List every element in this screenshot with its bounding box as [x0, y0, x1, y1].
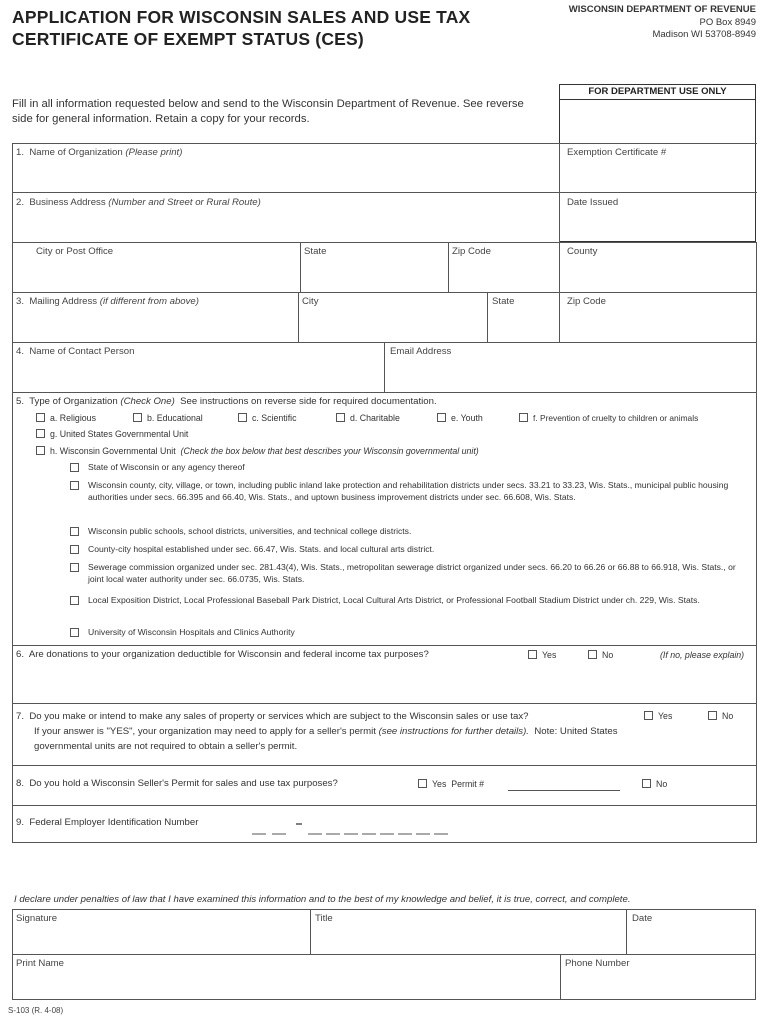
row-divider: [12, 842, 757, 843]
zip-label: Zip Code: [452, 246, 491, 257]
checkbox[interactable]: [336, 413, 345, 422]
email-field[interactable]: [385, 358, 755, 391]
org-type-prevention-cruelty[interactable]: f. Prevention of cruelty to children or animals: [519, 413, 698, 423]
department-city: Madison WI 53708-8949: [652, 29, 756, 40]
checkbox[interactable]: [519, 413, 528, 422]
zip-field[interactable]: [449, 258, 558, 291]
col-divider: [559, 143, 560, 242]
contact-person-field[interactable]: [13, 358, 383, 391]
checkbox[interactable]: [70, 545, 79, 554]
sellers-permit-yes[interactable]: Yes Permit #: [418, 779, 484, 789]
org-type-question: 5. Type of Organization (Check One) See instructions on reverse side for required documentation.: [16, 396, 437, 407]
row-divider: [12, 805, 757, 806]
row-divider: [12, 645, 757, 646]
checkbox[interactable]: [708, 711, 717, 720]
title-label: Title: [315, 913, 333, 924]
form-title-line1: APPLICATION FOR WISCONSIN SALES AND USE TAX: [12, 7, 471, 27]
org-type-youth[interactable]: e. Youth: [437, 413, 483, 423]
mailing-address-field[interactable]: [13, 308, 297, 341]
mailing-address-label: 3. Mailing Address (if different from above): [16, 296, 199, 307]
wi-gov-public-schools[interactable]: Wisconsin public schools, school districts, universities, and technical college districts.: [88, 526, 748, 538]
checkbox[interactable]: [418, 779, 427, 788]
org-type-religious[interactable]: a. Religious: [36, 413, 96, 423]
date-label: Date: [632, 913, 653, 924]
donations-explanation-field[interactable]: [13, 663, 755, 702]
checkbox[interactable]: [528, 650, 537, 659]
email-label: Email Address: [390, 346, 452, 357]
taxable-sales-yes[interactable]: Yes: [644, 711, 672, 721]
form-left-border: [12, 143, 13, 842]
wi-gov-uw-hospitals[interactable]: University of Wisconsin Hospitals and Clinics Authority: [88, 627, 748, 639]
org-type-us-government[interactable]: g. United States Governmental Unit: [36, 429, 188, 439]
row-divider: [12, 765, 757, 766]
form-title-line2: CERTIFICATE OF EXEMPT STATUS (CES): [12, 29, 364, 49]
checkbox[interactable]: [36, 429, 45, 438]
date-issued-label: Date Issued: [567, 197, 619, 208]
wi-gov-county-city[interactable]: Wisconsin county, city, village, or town, including public inland lake protection and rehabilitation districts under secs. 33.21 to 33.23, Wis. Stats., municipal public housing authorities under secs. 66.395 and 66.40, Wis. Stats., and uptown business improvement districts under sec. 66.608, Wis. Stats.: [88, 480, 748, 503]
taxable-sales-question: 7. Do you make or intend to make any sales of property or services which are subject to the Wisconsin sales or use tax?: [16, 711, 529, 722]
org-name-label: 1. Name of Organization (Please print): [16, 147, 183, 158]
org-type-charitable[interactable]: d. Charitable: [336, 413, 400, 423]
wi-gov-state-agency[interactable]: State of Wisconsin or any agency thereof: [88, 462, 748, 474]
checkbox[interactable]: [133, 413, 142, 422]
state-label: State: [304, 246, 327, 257]
org-type-scientific[interactable]: c. Scientific: [238, 413, 297, 423]
donations-explain-hint: (If no, please explain): [660, 650, 745, 660]
checkbox[interactable]: [588, 650, 597, 659]
form-title: [12, 6, 470, 50]
department-name: WISCONSIN DEPARTMENT OF REVENUE: [568, 4, 756, 15]
row-divider: [12, 143, 757, 144]
phone-field[interactable]: [561, 969, 755, 999]
taxable-sales-no[interactable]: No: [708, 711, 733, 721]
row-divider: [12, 703, 757, 704]
org-name-field[interactable]: [13, 158, 558, 191]
business-address-label: 2. Business Address (Number and Street or Rural Route): [16, 197, 261, 208]
city-label: City or Post Office: [36, 246, 114, 257]
row-divider: [12, 392, 757, 393]
wi-gov-county-city-hospital[interactable]: County-city hospital established under sec. 66.47, Wis. Stats. and local cultural arts district.: [88, 544, 748, 556]
state-field[interactable]: [301, 258, 447, 291]
donations-deductible-question: 6. Are donations to your organization deductible for Wisconsin and federal income tax purposes?: [16, 649, 429, 660]
signature-field[interactable]: [13, 924, 309, 953]
form-number: S-103 (R. 4-08): [8, 1006, 64, 1015]
sellers-permit-question: 8. Do you hold a Wisconsin Seller's Permit for sales and use tax purposes?: [16, 778, 338, 789]
checkbox[interactable]: [644, 711, 653, 720]
sellers-permit-note-line3: governmental units are not required to obtain a seller's permit.: [34, 741, 298, 752]
date-field[interactable]: [627, 924, 755, 953]
wi-gov-exposition-district[interactable]: Local Exposition District, Local Professional Baseball Park District, Local Cultural Arts District, or Professional Football Stadium District under ch. 229, Wis. Stats.: [88, 595, 748, 607]
checkbox[interactable]: [70, 596, 79, 605]
contact-person-label: 4. Name of Contact Person: [16, 346, 135, 357]
org-type-educational[interactable]: b. Educational: [133, 413, 203, 423]
permit-number-field[interactable]: [508, 790, 620, 791]
mailing-city-field[interactable]: [299, 308, 486, 341]
fein-input-blanks[interactable]: [250, 818, 460, 836]
business-address-field[interactable]: [13, 208, 558, 241]
wi-gov-sewerage-commission[interactable]: Sewerage commission organized under sec. 281.43(4), Wis. Stats., metropolitan sewerage district organized under secs. 66.20 to 66.26 or 66.88 to 66.918, Wis. Stats., or joint local water authority under sec. 66.0735, Wis. Stats.: [88, 562, 748, 585]
mailing-city-label: City: [302, 296, 319, 307]
checkbox[interactable]: [437, 413, 446, 422]
mailing-state-label: State: [492, 296, 515, 307]
mailing-state-field[interactable]: [488, 308, 558, 341]
checkbox[interactable]: [70, 563, 79, 572]
intro-instructions: Fill in all information requested below and send to the Wisconsin Department of Revenue. See reverse side for general information. Retain a copy for your records.: [12, 98, 524, 125]
checkbox[interactable]: [70, 628, 79, 637]
checkbox[interactable]: [642, 779, 651, 788]
department-use-header: FOR DEPARTMENT USE ONLY: [560, 85, 755, 100]
department-po-box: PO Box 8949: [699, 16, 756, 28]
mailing-zip-field[interactable]: [560, 308, 755, 341]
checkbox[interactable]: [36, 446, 45, 455]
sellers-permit-note: If your answer is "YES", your organization may need to apply for a seller's permit (see instructions for further details). Note: United States: [34, 726, 618, 737]
county-field[interactable]: [560, 258, 755, 291]
row-divider: [12, 292, 757, 293]
declaration-text: I declare under penalties of law that I have examined this information and to the best of my knowledge and belief, it is true, correct, and complete.: [14, 894, 631, 905]
mailing-zip-label: Zip Code: [567, 296, 606, 307]
donations-no[interactable]: No: [588, 650, 613, 660]
checkbox[interactable]: [70, 481, 79, 490]
city-field[interactable]: [13, 258, 299, 291]
print-name-field[interactable]: [13, 969, 559, 999]
checkbox[interactable]: [36, 413, 45, 422]
checkbox[interactable]: [70, 463, 79, 472]
row-divider: [12, 242, 757, 243]
signature-label: Signature: [16, 913, 58, 924]
donations-yes[interactable]: Yes: [528, 650, 556, 660]
org-type-wi-government[interactable]: h. Wisconsin Governmental Unit (Check the box below that best describes your Wisconsin governmental unit): [36, 446, 479, 456]
fein-question: 9. Federal Employer Identification Number: [16, 817, 199, 828]
phone-label: Phone Number: [565, 958, 630, 969]
row-divider: [12, 192, 757, 193]
row-divider: [12, 954, 756, 955]
sellers-permit-no[interactable]: No: [642, 779, 667, 789]
print-name-label: Print Name: [16, 958, 64, 969]
department-address: [569, 4, 756, 42]
checkbox[interactable]: [70, 527, 79, 536]
county-label: County: [567, 246, 598, 257]
form-right-border: [756, 242, 757, 842]
exemption-certificate-label: Exemption Certificate #: [567, 147, 667, 158]
checkbox[interactable]: [238, 413, 247, 422]
title-field[interactable]: [311, 924, 625, 953]
department-use-box: [559, 84, 756, 242]
